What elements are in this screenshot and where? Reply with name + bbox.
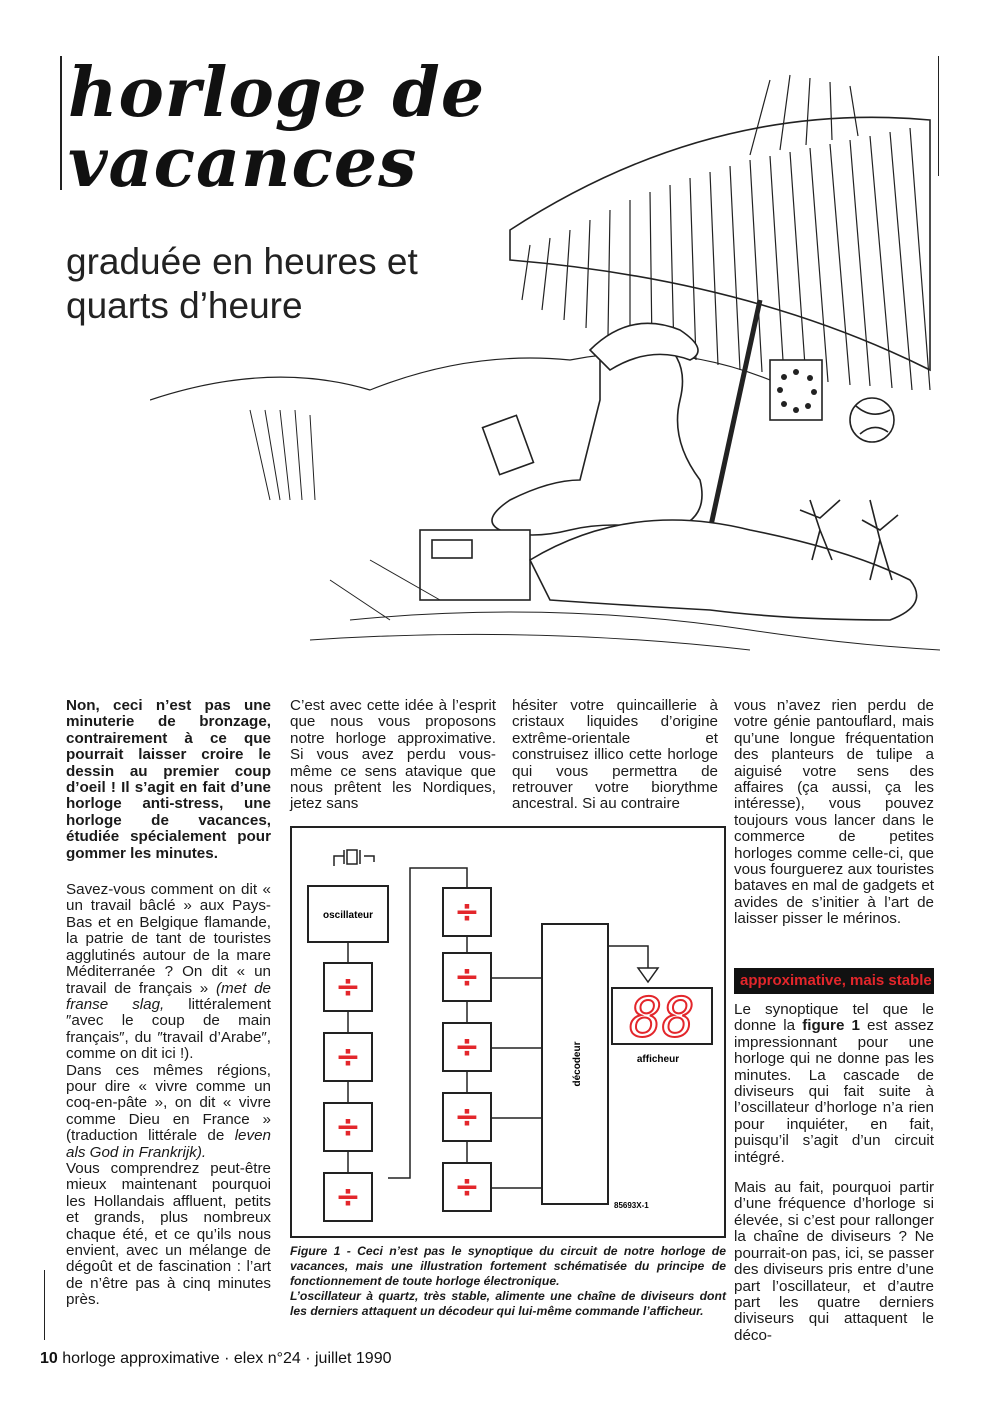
col4-paragraph-1: vous n’avez rien perdu de votre génie pantouflard, mais qu’une longue fréquentation des planteurs de tulipe a aiguisé votre sens des affaires (ça aussi, ça les intéresse), vous pouvez toujours vous lancer dans le commerce de petites horloges comme celle-ci, que vous fourguerez aux touristes bataves en mal de gadgets et avides de s’initier à l’art de laisser pisser le mérinos.: [734, 697, 934, 928]
intro-paragraph: Non, ceci n’est pas une minuterie de bronzage, contrairement à ce que pourrait laisser croire le dessin au premier coup d’oeil ! Il s’agit en fait d’une horloge anti-stress, une horloge de vacances, étudiée spécialement pour gommer les minutes.: [66, 697, 271, 862]
title-line-1: horloge de: [68, 53, 486, 133]
crystal-icon: [347, 850, 357, 864]
col1-paragraph-2: Dans ces mêmes régions, pour dire « vivre comme un coq-en-pâte », on dit « vivre comme Dieu en France » (traduction littérale de leven als God in Frankrijk).: [66, 1061, 271, 1161]
divider-symbol: ÷: [454, 1030, 480, 1065]
divider-symbol: ÷: [335, 1110, 361, 1145]
col1-paragraph-1: Savez-vous comment on dit « un travail bâclé » aux Pays-Bas et en Belgique flamande, la patrie de tant de touristes agglutinés autour de la mare Méditerranée ? On dit « un travail de français » (met de franse slag, littéralement ″avec le coup de main français″, du ″travail d’Arabe″, comme on dit ici !).: [66, 881, 271, 1063]
divider-symbol: ÷: [454, 895, 480, 930]
left-margin-rule-bottom: [44, 1270, 45, 1340]
umbrella-canopy: [510, 117, 930, 370]
col1-paragraph-3: Vous comprendrez peut-être mieux maintenant pourquoi les Hollandais affluent, petits et grands, plus nombreux chaque été, et ce qu’ils nous envient, avec un mélange de dégoût et de fascination : l’art de n’être pas à cinq minutes près.: [66, 1159, 271, 1309]
divider-symbol: ÷: [335, 970, 361, 1005]
divider-symbol: ÷: [335, 1040, 361, 1075]
column-4-continued: [734, 1002, 934, 1344]
col4-paragraph-2: Le synoptique tel que le donne la figure 1 est assez impressionnant pour une horloge qui ne donne pas les minutes. La cascade de diviseurs qui fait suite à l’oscillateur d’horloge n’a rien pour inquiéter, en fait, puisqu’il s’agit d’un circuit intégré.: [734, 1001, 935, 1166]
column-1: [66, 698, 271, 1309]
caption-line-1: Figure 1 - Ceci n’est pas le synoptique du circuit de notre horloge de vacances, mais une illustration fortement schématisée du principe de fonctionnement de toute horloge électronique.: [290, 1244, 726, 1288]
column-4: [734, 698, 934, 928]
caption-line-2: L’oscillateur à quartz, très stable, alimente une chaîne de diviseurs dont les derniers attaquent un décodeur qui lui-même commande l’afficheur.: [290, 1289, 726, 1318]
section-heading: approximative, mais stable: [734, 968, 934, 994]
block-diagram: [292, 828, 724, 1236]
divider-symbol: ÷: [454, 1170, 480, 1205]
oscillator-label: oscillateur: [322, 910, 374, 921]
display-digits: 88: [629, 986, 695, 1049]
figure-1: [290, 826, 726, 1238]
col2-paragraph: C’est avec cette idée à l’esprit que nous vous proposons notre horloge approximative. Si vous avez perdu vous-même ce sens atavique que nous prêtent les Nordiques, jetez sans: [290, 697, 496, 813]
footer-text: horloge approximative · elex n°24 · juillet 1990: [62, 1350, 392, 1367]
figure-caption: [290, 1244, 726, 1319]
subtitle-line-2: quarts d’heure: [66, 285, 303, 326]
col3-paragraph: hésiter votre quincaillerie à cristaux liquides d’origine extrême-orientale et construisez illico cette horloge qui vous permettra de retrouver votre biorythme ancestral. Si au contraire: [512, 697, 718, 813]
page-number: 10: [40, 1350, 58, 1367]
left-margin-rule: [60, 56, 62, 190]
page-footer: [40, 1350, 392, 1368]
figure-ref: 85693X-1: [614, 1201, 649, 1210]
divider-symbol: ÷: [454, 1100, 480, 1135]
beach-ball-icon: [850, 398, 894, 442]
title-line-2: vacances: [68, 123, 418, 203]
display-label: afficheur: [636, 1054, 680, 1065]
reclining-person: [530, 520, 917, 620]
decoder-label: décodeur: [572, 1041, 583, 1087]
umbrella-pole: [710, 300, 760, 530]
column-2: [290, 698, 496, 813]
column-3: [512, 698, 718, 813]
divider-symbol: ÷: [454, 960, 480, 995]
beach-illustration: [150, 60, 940, 660]
subtitle-line-1: graduée en heures et: [66, 241, 418, 282]
divider-symbol: ÷: [335, 1180, 361, 1215]
col4-paragraph-3: Mais au fait, pourquoi partir d’une fréquence d’horloge si élevée, si c’est pour rallonger la chaîne de diviseurs ? Ne pourrait-on pas, ici, se passer des diviseurs pris entre d’une part l’oscillateur, et d’autre part les quatre derniers diviseurs qui attaquent le déco-: [734, 1179, 934, 1344]
